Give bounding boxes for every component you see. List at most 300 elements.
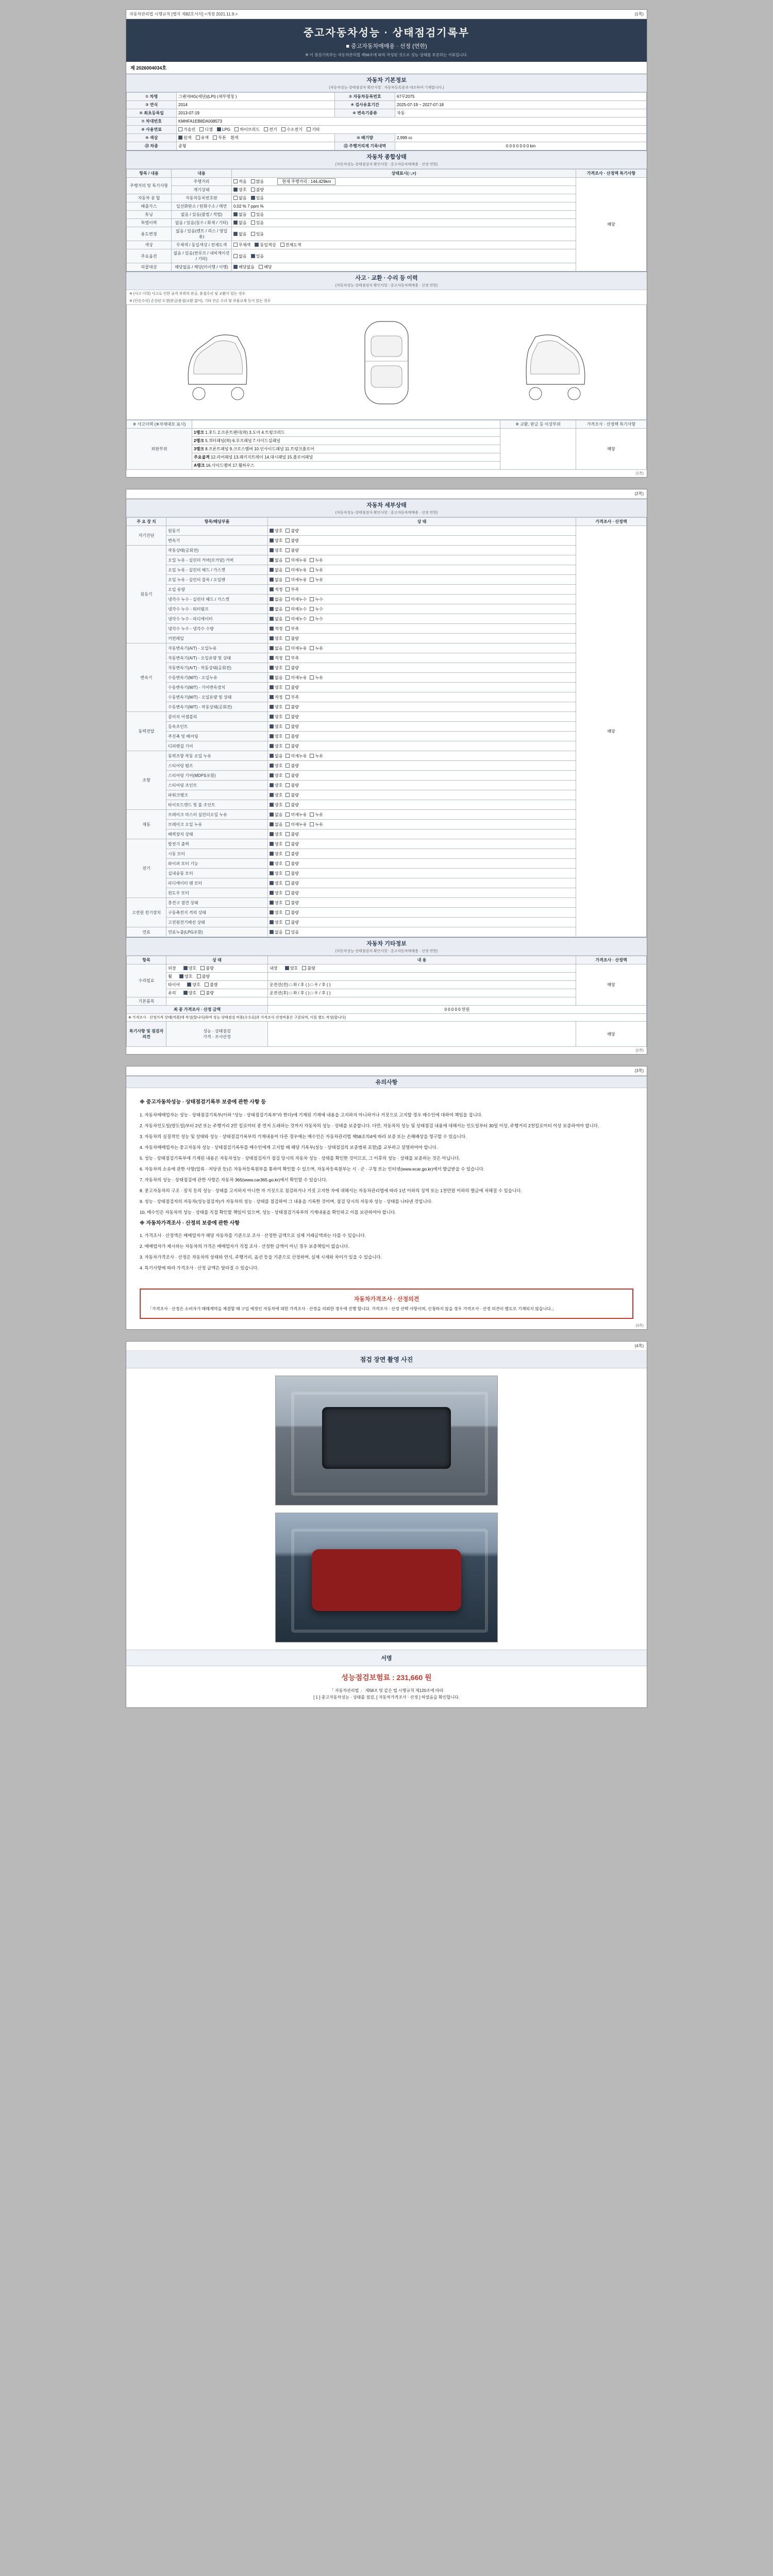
cell-value: 2013-07-19 (177, 109, 335, 117)
section-state-header (126, 150, 647, 169)
cell-value: 그랜저HG(세단)(LPi) (세부명칭 ) (177, 93, 335, 101)
checkbox-state-option[interactable] (270, 734, 282, 739)
checkbox-state-option[interactable] (270, 753, 282, 759)
frame-rank-3: 3랭크 8.프론트패널 9.크로스멤버 10.인사이드패널 11.트렁크플로어 (192, 445, 500, 453)
accident-result-value: 해당 (576, 429, 647, 470)
checkbox-state-option[interactable] (310, 577, 323, 583)
checkbox-mileage-low[interactable]: 적음 (233, 179, 246, 184)
checkbox-state-option[interactable] (270, 587, 282, 592)
checkbox-box (285, 529, 290, 533)
checkbox-box (270, 646, 274, 650)
checkbox-state-option[interactable] (270, 685, 282, 690)
table-row (127, 918, 647, 927)
sheet1-footer: (1쪽) (635, 472, 644, 476)
checkbox-state-option[interactable] (285, 704, 298, 710)
checkbox-mileage-high[interactable]: 많음 (251, 179, 264, 184)
cell-device: 조향 (127, 751, 166, 810)
cell-content (268, 973, 576, 981)
checkbox-state-option[interactable] (270, 832, 282, 837)
table-row (127, 810, 647, 820)
checkbox-color-twotone[interactable]: 투톤 (213, 135, 226, 141)
table-row (127, 888, 647, 898)
checkbox-box (270, 617, 274, 621)
checkbox-tire-bad[interactable]: 불량 (205, 982, 217, 988)
checkbox-box (285, 920, 290, 924)
sheet-3 (126, 1066, 647, 1330)
checkbox-box (285, 881, 290, 885)
checkbox-state-option[interactable] (285, 577, 307, 583)
checkbox-state-option[interactable] (310, 616, 323, 622)
checkbox-plate-none[interactable]: 없음 (233, 195, 246, 201)
checkbox-label: 누유 (315, 753, 323, 758)
checkbox-color-full[interactable]: 전체도색 (280, 242, 301, 248)
insurance-fee-value: 231,660 원 (396, 1673, 432, 1682)
table-row (127, 829, 647, 839)
checkbox-label: 양호 (275, 783, 283, 788)
checkbox-tuning-none[interactable]: 없음 (233, 212, 246, 217)
table-row (127, 722, 647, 732)
checkbox-state-option[interactable] (285, 910, 298, 916)
checkbox-state-option[interactable] (270, 920, 282, 925)
checkbox-color-tinted[interactable]: 유색 (196, 135, 209, 141)
checkbox-plate-yes[interactable]: 있음 (251, 195, 264, 201)
checkbox-wheel-bad[interactable]: 불량 (197, 974, 210, 979)
section-state-sub: (자동차성능·상태점검자 확인사항 : 중고자동차매매용 · 선정 연한) (335, 163, 438, 166)
vehicle-body (312, 1549, 461, 1611)
checkbox-label: 불량 (291, 734, 299, 739)
cell-item: 없음 / 있음(렌트 / 리스 / 영업용) (172, 227, 232, 241)
table-row (127, 634, 647, 643)
inspection-photo-front (275, 1376, 498, 1505)
checkbox-state-option[interactable] (285, 626, 298, 632)
table-row (127, 849, 647, 859)
cell-state (268, 908, 576, 918)
checkbox-box (285, 842, 290, 846)
checkbox-state-option[interactable] (285, 655, 298, 661)
checkbox-option-none[interactable]: 없음 (233, 253, 246, 259)
checkbox-state-option[interactable] (285, 861, 298, 867)
checkbox-label: 양호 (275, 861, 283, 866)
checkbox-label: 양호 (275, 636, 283, 641)
table-row (127, 429, 647, 437)
checkbox-box (310, 607, 314, 611)
checkbox-label: 양호 (275, 538, 283, 543)
checkbox-state-option[interactable] (310, 675, 323, 681)
checkbox-box (285, 666, 290, 670)
checkbox-label: 불량 (291, 636, 299, 641)
table-row (127, 973, 647, 981)
table-row (127, 585, 647, 595)
checkbox-state-option[interactable] (270, 743, 282, 749)
checkbox-state-option[interactable] (270, 802, 282, 808)
cell-device: 동력전달 (127, 712, 166, 751)
checkbox-label: 없음 (275, 753, 283, 758)
checkbox-state-option[interactable] (270, 812, 282, 818)
table-row (127, 1006, 647, 1014)
checkbox-option-yes[interactable]: 있음 (251, 253, 264, 259)
checkbox-box (270, 715, 274, 719)
sheet2-topnote (126, 489, 647, 499)
checkbox-fuel-hybrid[interactable]: 하이브리드 (234, 127, 260, 132)
checkbox-label: 미세누유 (291, 753, 307, 758)
checkbox-state-option[interactable] (310, 646, 323, 651)
checkbox-label: 불량 (291, 685, 299, 690)
cell-state (268, 898, 576, 908)
table-row (127, 732, 647, 741)
checkbox-fuel-electric[interactable]: 전기 (264, 127, 277, 132)
document-title: 중고자동차성능 · 상태점검기록부 (303, 27, 470, 39)
cell-price: 해당 (576, 964, 647, 1006)
checkbox-state-option[interactable] (270, 616, 282, 622)
checkbox-box (270, 901, 274, 905)
checkbox-label: 양호 (275, 880, 283, 886)
checkbox-state-option[interactable] (310, 606, 323, 612)
checkbox-label: 양호 (275, 871, 283, 876)
notice-item: 3. 자동차의 실질적인 성능 및 상태와 성능 · 상태점검기록부의 기재내용이 다른 경우에는 매수인은 자동차관리법 제58조의4에 따라 보증 또는 손해배상을 청구할 수 있습니다. (140, 1133, 467, 1139)
checkbox-glass-good[interactable]: 양호 (183, 990, 196, 996)
checkbox-state-option[interactable] (285, 714, 298, 720)
checkbox-usechange-none[interactable]: 없음 (233, 231, 246, 237)
checkbox-state-option[interactable] (285, 587, 298, 592)
checkbox-state-option[interactable] (270, 665, 282, 671)
checkbox-state-option[interactable] (270, 861, 282, 867)
checkbox-box (310, 822, 314, 826)
checkbox-box (270, 910, 274, 914)
checkbox-box (310, 812, 314, 817)
checkbox-state-option[interactable] (285, 822, 307, 827)
table-row (127, 546, 647, 555)
cell-part: 배력장치 상태 (166, 829, 268, 839)
checkbox-state-option[interactable] (270, 704, 282, 710)
checkbox-state-option[interactable] (270, 567, 282, 573)
checkbox-state-option[interactable] (270, 528, 282, 534)
checkbox-state-option[interactable] (270, 694, 282, 700)
checkbox-box (270, 607, 274, 611)
cell-item: 없음 / 있음(썬루프 / 내비게이션 / 기타) (172, 249, 232, 263)
checkbox-state-option[interactable] (270, 910, 282, 916)
checkbox-state-option[interactable] (285, 832, 298, 837)
checkbox-state-option[interactable] (285, 792, 298, 798)
checkbox-box (270, 568, 274, 572)
section-accident-header (126, 272, 647, 290)
table-row (127, 178, 647, 186)
checkbox-color-solid[interactable]: 원색 (178, 135, 191, 141)
checkbox-state-option[interactable] (270, 577, 282, 583)
checkbox-recall-yes[interactable]: 해당 (259, 264, 272, 270)
cell-part: 스티어링 펌프 (166, 761, 268, 771)
checkbox-box (270, 920, 274, 924)
checkbox-state-option[interactable] (310, 822, 323, 827)
frame-rank-1: 1랭크 1.후드 2.프론트펜더(좌) 3.도어 4.트렁크리드 (192, 429, 500, 437)
checkbox-state-option[interactable] (285, 890, 298, 896)
checkbox-state-option[interactable] (285, 783, 298, 788)
table-row (127, 202, 647, 211)
cell-state (268, 653, 576, 663)
table-header-row (127, 956, 647, 964)
table-row (127, 771, 647, 781)
cell-device: 연료 (127, 927, 166, 937)
checkbox-label: 불량 (291, 802, 299, 807)
checkbox-label: 불량 (291, 763, 299, 768)
cell-part: 자동변속기(A/T) - 오일누유 (166, 643, 268, 653)
cell-device: 변속기 (127, 643, 166, 712)
checkbox-state-option[interactable] (285, 880, 298, 886)
checkbox-state-option[interactable] (310, 567, 323, 573)
table-row (127, 997, 647, 1006)
cell-state (268, 888, 576, 898)
checkbox-color-achromatic[interactable]: 무채색 (233, 242, 250, 248)
cell-item: 주행거리 (172, 178, 232, 186)
price-opinion-title: 자동차가격조사 · 산정의견 (354, 1296, 419, 1303)
checkbox-meter-good[interactable]: 양호 (233, 187, 246, 193)
car-diagrams (131, 308, 642, 416)
checkbox-box (310, 646, 314, 650)
checkbox-state-option[interactable] (310, 753, 323, 759)
checkbox-state-option[interactable] (285, 665, 298, 671)
checkbox-label: 양호 (275, 851, 283, 856)
checkbox-glass-bad[interactable]: 불량 (200, 990, 213, 996)
cell-part: 수동변속기(M/T) - 오일유량 및 상태 (166, 692, 268, 702)
cell-group: 배출가스 (127, 202, 172, 211)
cell-label: ④ 검사유효기간 (335, 101, 395, 109)
checkbox-state-option[interactable] (270, 822, 282, 827)
notice-item: 1. 자동차매매업자는 성능 · 상태점검기록부(이하 "성능 · 상태점검기록부"라 한다)에 기재된 기재에 내용을 고지하지 아니하거나 거짓으로 고지할 경우 매수인에 대하여 책임을 집니다. (140, 1112, 483, 1117)
notice-item: 7. 자동차의 성능 · 상태점검에 관한 사항은 자동차 365(www.car365.go.kr)에서 확인할 수 있습니다. (140, 1177, 327, 1182)
checkbox-state-option[interactable] (285, 646, 307, 651)
checkbox-state-option[interactable] (310, 557, 323, 563)
checkbox-state-option[interactable] (270, 851, 282, 857)
cell-state (268, 536, 576, 546)
checkbox-state-option[interactable] (285, 675, 307, 681)
checkbox-state-option[interactable] (285, 528, 298, 534)
checkbox-state-option[interactable] (270, 655, 282, 661)
checkbox-state-option[interactable] (270, 841, 282, 847)
table-row (127, 702, 647, 712)
checkbox-meter-bad[interactable]: 불량 (251, 187, 264, 193)
sheet4-topnote (126, 1342, 647, 1351)
checkbox-state-option[interactable] (285, 567, 307, 573)
checkbox-state-option[interactable] (285, 694, 298, 700)
checkbox-state-option[interactable] (270, 783, 282, 788)
checkbox-state-option[interactable] (285, 773, 298, 778)
mileage-value: 현재 주행거리 : 144,429km (277, 178, 335, 185)
notice-item: 10. 매수인은 자동차의 성능 · 상태를 직접 확인할 책임이 있으며, 성능 · 상태점검기록부의 기재내용을 확인하고 이를 보관하여야 합니다. (140, 1209, 396, 1215)
col-status: 상태표시(○,×) (232, 170, 576, 178)
col-remark: 가격조사 · 산정액 특기사항 (576, 170, 647, 178)
notice-item: 5. 성능 · 상태점검기록부에 기재된 내용은 자동차성능 · 상태점검자가 점검 당시의 자동차 성능 · 상태를 확인한 것이므로, 그 이후의 성능 · 상태를 보증하는 것은 아닙니다. (140, 1155, 460, 1161)
checkbox-wheel-good[interactable]: 양호 (179, 974, 192, 979)
checkbox-fuel-diesel[interactable]: 디젤 (199, 127, 212, 132)
cell-content: 운전선(전) □ 좌 / 후 ( ) □ 우 / 후 ( ) (268, 981, 576, 989)
checkbox-state-option[interactable] (285, 734, 298, 739)
sheet-1 (126, 9, 647, 478)
checkbox-box (285, 812, 290, 817)
notice-list-2 (140, 1232, 633, 1272)
checkbox-label: 불량 (291, 783, 299, 788)
checkbox-tuning-yes[interactable]: 있음 (251, 212, 264, 217)
cell-group: 기본품목 (127, 997, 166, 1006)
checkbox-state-option[interactable] (285, 685, 298, 690)
cell-state (268, 820, 576, 829)
cell-state (268, 604, 576, 614)
checkbox-state-option[interactable] (270, 675, 282, 681)
checkbox-state-option[interactable] (270, 900, 282, 906)
cell-status (232, 178, 576, 186)
checkbox-state-option[interactable] (270, 606, 282, 612)
final-price-note: ※ 가격조사 · 산정가격 상태(적용)에 작성(합니다)하며 성능·상태점검 비용(수수료)과 가격조사·산정비용은 구분되며, 이를 별도 작성(합니다) (127, 1014, 647, 1022)
checkbox-tire-good[interactable]: 양호 (187, 982, 200, 988)
checkbox-state-option[interactable] (270, 792, 282, 798)
checkbox-state-option[interactable] (285, 763, 298, 769)
checkbox-box (285, 685, 290, 689)
checkbox-state-option[interactable] (285, 802, 298, 808)
accident-parts-title: ※ 사고이력 (※자세대로 표시) (127, 420, 192, 429)
notice-heading-2: ※ 자동차가격조사 · 산정의 보증에 관한 사항 (140, 1220, 240, 1226)
checkbox-state-option[interactable] (270, 929, 282, 935)
checkbox-state-option[interactable] (270, 890, 282, 896)
cell-group: 수리필요 (127, 964, 166, 997)
checkbox-state-option[interactable] (285, 920, 298, 925)
checkbox-box (285, 646, 290, 650)
cell-part: 커먼레일 (166, 634, 268, 643)
col-part: 항목/해당부품 (166, 518, 268, 526)
checkbox-history-none[interactable]: 없음 (233, 220, 246, 226)
checkbox-box (270, 754, 274, 758)
checkbox-interior-good[interactable]: 양호 (285, 965, 298, 971)
checkbox-state-option[interactable] (270, 548, 282, 553)
remark-free-text[interactable] (268, 1022, 576, 1047)
cell-status (232, 211, 576, 219)
checkbox-state-option[interactable] (270, 871, 282, 876)
checkbox-state-option[interactable] (285, 538, 298, 544)
checkbox-label: 양호 (275, 841, 283, 846)
checkbox-exterior-good[interactable]: 양호 (183, 965, 196, 971)
checkbox-state-option[interactable] (270, 763, 282, 769)
checkbox-box (270, 803, 274, 807)
checkbox-state-option[interactable] (285, 753, 307, 759)
checkbox-state-option[interactable] (270, 880, 282, 886)
detail-state-body (127, 526, 647, 937)
cell-group: 리콜대상 (127, 263, 172, 272)
checkbox-box (285, 705, 290, 709)
remark-sub-1: 성능 · 상태점검 가격 · 조사산정 (166, 1022, 268, 1047)
cell-state (268, 869, 576, 878)
checkbox-state-option[interactable] (285, 557, 307, 563)
cell-price: 해당 (576, 526, 647, 937)
checkbox-state-option[interactable] (270, 626, 282, 632)
checkbox-label: 양호 (275, 743, 283, 749)
table-row (127, 663, 647, 673)
car-diagram-top-view (350, 312, 423, 413)
checkbox-state-option[interactable] (285, 900, 298, 906)
checkbox-state-option[interactable] (285, 616, 307, 622)
checkbox-state-option[interactable] (285, 606, 307, 612)
checkbox-state-option[interactable] (270, 646, 282, 651)
checkbox-state-option[interactable] (270, 538, 282, 544)
checkbox-fuel-gasoline[interactable]: 가솔린 (178, 127, 195, 132)
checkbox-state-option[interactable] (270, 714, 282, 720)
table-row (127, 142, 647, 150)
checkbox-box (285, 607, 290, 611)
cell-label: ⑧ 사용연료 (127, 126, 177, 134)
checkbox-fuel-hydrogen[interactable]: 수소전기 (281, 127, 303, 132)
checkbox-label: 양호 (275, 665, 283, 670)
checkbox-state-option[interactable] (270, 557, 282, 563)
checkbox-state-option[interactable] (270, 636, 282, 641)
checkbox-state-option[interactable] (285, 871, 298, 876)
checkbox-label: 없음 (275, 577, 283, 582)
checkbox-label: 양호 (275, 704, 283, 709)
cell-state (268, 575, 576, 585)
checkbox-state-option[interactable] (270, 773, 282, 778)
checkbox-state-option[interactable] (270, 597, 282, 602)
checkbox-state-option[interactable] (270, 724, 282, 730)
checkbox-interior-bad[interactable]: 불량 (302, 965, 315, 971)
checkbox-recall-na[interactable]: 해당없음 (233, 264, 255, 270)
checkbox-state-option[interactable] (285, 812, 307, 818)
cell-state (268, 918, 576, 927)
cell-part: 수동변속기(M/T) - 작동상태(공회전) (166, 702, 268, 712)
checkbox-label: 미세누유 (291, 675, 307, 680)
notice-item: 9. 성능 · 상태점검자의 자동차(성능점검자)가 자동차의 성능 · 상태를 점검하여 그 내용을 기록한 것이며, 점검 당시의 자동차 성능 · 상태를 나타낸 것입니다. (140, 1198, 433, 1204)
checkbox-state-option[interactable] (285, 548, 298, 553)
cell-content: 내장 양호 불량 (268, 964, 576, 973)
checkbox-box (310, 597, 314, 601)
cell-item: 없음 / 있음(불법 / 적법) (172, 211, 232, 219)
checkbox-state-option[interactable] (285, 851, 298, 857)
checkbox-state-option[interactable] (310, 597, 323, 602)
checkbox-label: 불량 (291, 871, 299, 876)
table-header-row (127, 170, 647, 178)
checkbox-exterior-bad[interactable]: 불량 (200, 965, 213, 971)
checkbox-label: 불량 (291, 548, 299, 553)
checkbox-label: 양호 (275, 763, 283, 768)
table-row (127, 1022, 647, 1047)
checkbox-box (270, 744, 274, 748)
checkbox-state-option[interactable] (285, 597, 307, 602)
checkbox-state-option[interactable] (285, 743, 298, 749)
checkbox-state-option[interactable] (285, 724, 298, 730)
checkbox-box (270, 734, 274, 738)
cell-part: 오일 누유 - 실린더 헤드 / 가스켓 (166, 565, 268, 575)
checkbox-label: 없음 (275, 606, 283, 612)
checkbox-box (285, 578, 290, 582)
checkbox-state-option[interactable] (285, 636, 298, 641)
checkbox-usechange-yes[interactable]: 있음 (251, 231, 264, 237)
notice-item: 6. 자동차의 소유에 관한 사항(압류 · 저당권 등)은 자동차등록원부를 통하여 확인할 수 있으며, 자동차등록원부는 시 · 군 · 구청 또는 인터넷(www.ecar.go.kr)에서 발급받을 수 있습니다. (140, 1166, 485, 1172)
checkbox-fuel-other[interactable]: 기타 (307, 127, 320, 132)
page-number-3: (3쪽) (634, 1069, 644, 1073)
car-diagram-panel (126, 304, 647, 420)
checkbox-label: 양호 (275, 832, 283, 837)
checkbox-fuel-lpg[interactable]: LPG (217, 127, 230, 132)
sheet2-footer: (2쪽) (635, 1049, 644, 1053)
page-number-2: (2쪽) (634, 492, 644, 496)
cell-status (232, 186, 576, 194)
color-value: 흰색 (230, 135, 239, 140)
checkbox-state-option[interactable] (285, 841, 298, 847)
cell-part: 오일 유량 (166, 585, 268, 595)
section-basic-header (126, 74, 647, 92)
checkbox-color-same[interactable]: 동일색상 (255, 242, 276, 248)
checkbox-history-yes[interactable]: 있음 (251, 220, 264, 226)
checkbox-label: 적정 (275, 655, 283, 660)
section-notice-title: 유의사항 (375, 1079, 398, 1086)
checkbox-state-option[interactable] (310, 812, 323, 818)
cell-label: ⑦ 차대번호 (127, 117, 177, 126)
checkbox-state-option[interactable] (285, 929, 298, 935)
notice-item: 4. 자동차매매업자는 중고자동차 성능 · 상태점검기록부를 매수인에게 고지할 때 해당 기록부(성능 · 상태점검의 보증범위 포함)를 교부하고 설명하여야 합니다. (140, 1144, 438, 1150)
